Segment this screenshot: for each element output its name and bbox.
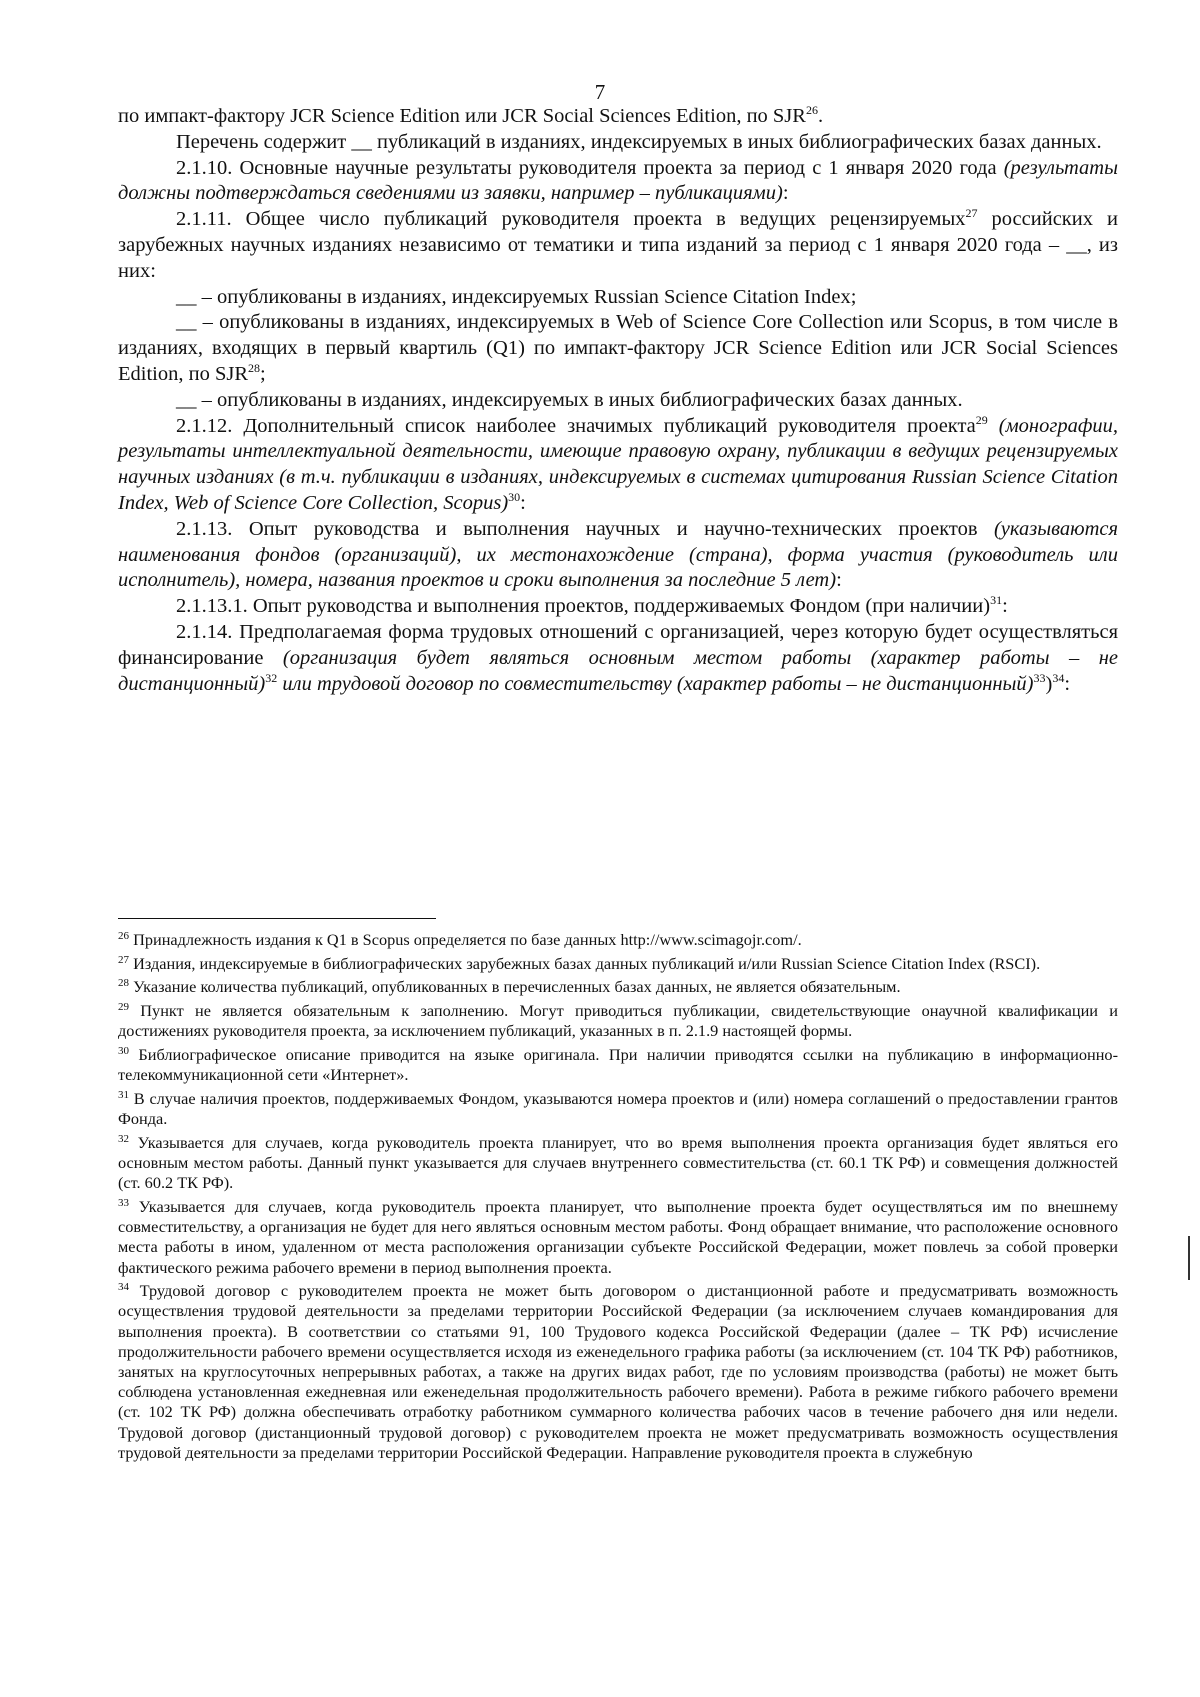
footnote: $^{33}$ Указывается для случаев, когда руководитель проекта планирует, что выполнение проекта будет осуществляться им по внешнему совместительству, а организация не будет для него являться основным местом работы. Фонд обращает внимание, что расположение основного места работы в ином, удаленном от места расположения организации субъекте Российской Федерации, может повлечь за собой проверки фактического режима рабочего времени в период выполнения проекта. (118, 1196, 1118, 1277)
footnote: $^{26}$ Принадлежность издания к Q1 в Scopus определяется по базе данных http://www.scimagojr.com/. (118, 930, 802, 949)
footnote-number: 34 (118, 1281, 129, 1294)
footnote-number: 26 (118, 930, 129, 942)
footnote: $^{32}$ Указывается для случаев, когда руководитель проекта планирует, что во время выполнения проекта организация будет являться его основным местом работы. Данный пункт указывается для случаев внутреннего совместительства (ст. 60.1 ТК РФ) и совмещения должностей (ст. 60.2 ТК РФ). (118, 1132, 1118, 1193)
paragraph-other-databases: Перечень содержит __ публикаций в изданиях, индексируемых в иных библиографических базах данных. (176, 130, 1102, 153)
footnote-ref-28: 28 (248, 360, 261, 375)
footnote-ref-34: 34 (1052, 670, 1065, 685)
footnote-ref-27: 27 (965, 206, 978, 221)
footnote-number: 32 (118, 1132, 129, 1145)
footnote-ref-29: 29 (975, 412, 988, 427)
section-2-1-14: 2.1.14. Предполагаемая форма трудовых отношений с организацией, через которую будет осуществляться финансирование (организация будет являться основным местом работы (характер работы – не дистанционный)$^{32}$ или трудовой договор по совместительству (характер работы – не дистанционный)$^{33}$)$^{34}$: (118, 620, 1118, 695)
footnote: $^{31}$ В случае наличия проектов, поддерживаемых Фондом, указываются номера проектов и (или) номера соглашений о предоставлении грантов Фонда. (118, 1088, 1118, 1129)
footnote-ref-26: 26 (805, 103, 818, 117)
footnote: $^{29}$ Пункт не является обязательным к заполнению. Могут приводиться публикации, свидетельствующие онаучной квалификации и достижениях руководителя проекта, за исключением публикаций, указанных в п. 2.1.9 настоящей формы. (118, 1001, 1118, 1041)
footnote-number: 31 (118, 1088, 129, 1101)
footnote-number: 27 (118, 953, 129, 966)
item-other-databases: __ – опубликованы в изданиях, индексируемых в иных библиографических базах данных. (176, 388, 963, 411)
footnote: $^{34}$ Трудовой договор с руководителем проекта не может быть договором о дистанционной работе и предусматривать возможность осуществления трудовой деятельности за пределами территории Российской Федерации (за исключением случаев командирования для выполнения проекта). В соответствии со статьями 91, 100 Трудового кодекса Российской Федерации (далее – ТК РФ) исчисление продолжительности рабочего времени осуществляется исходя из еженедельного графика работы (за исключением (ст. 104 ТК РФ) работников, занятых на круглосуточных непрерывных работах, а также на других видах работ, где по условиям производства (работы) не может быть соблюдена установленная ежедневная или еженедельная продолжительность рабочего времени). Работа в режиме гибкого рабочего времени (ст. 102 ТК РФ) должна обеспечивать отработку работником суммарного количества рабочих часов в течение рабочего дня или недели. Трудовой договор (дистанционный трудовой договор) с руководителем проекта не может предусматривать возможность осуществления трудовой деятельности за пределами территории Российской Федерации. Направление руководителя проекта в служебную (118, 1281, 1119, 1462)
footnote-ref-31: 31 (990, 593, 1003, 608)
paragraph-sjr-continuation: по импакт-фактору JCR Science Edition или JCR Social Sciences Edition, по SJR$^{26}$. (118, 103, 824, 127)
footnote: $^{28}$ Указание количества публикаций, опубликованных в перечисленных базах данных, не является обязательным. (118, 977, 901, 997)
section-2-1-13: 2.1.13. Опыт руководства и выполнения научных и научно-технических проектов (указываются наименования фондов (организаций), их местонахождение (страна), форма участия (руководитель или исполнитель), номера, названия проектов и сроки выполнения за последние 5 лет): (118, 517, 1119, 592)
scan-edge-mark (1188, 1236, 1190, 1280)
footnote-separator (118, 918, 436, 919)
footnote-number: 28 (118, 977, 129, 990)
footnote-ref-33: 33 (1033, 670, 1046, 685)
footnote-number: 33 (118, 1196, 129, 1209)
footnote: $^{30}$ Библиографическое описание приводится на языке оригинала. При наличии приводятся ссылки на публикацию в информационно-телекоммуникационной сети «Интернет». (118, 1045, 1118, 1085)
footnote-number: 29 (118, 1001, 129, 1014)
item-rsci: __ – опубликованы в изданиях, индексируемых Russian Science Citation Index; (176, 285, 857, 308)
main-text (118, 104, 1118, 697)
page-number: 7 (594, 80, 606, 104)
footnote-ref-30: 30 (508, 489, 521, 504)
item-wos-scopus: __ – опубликованы в изданиях, индексируемых в Web of Science Core Collection или Scopus, в том числе в изданиях, входящих в первый квартиль (Q1) по импакт-фактору JCR Science Edition или JCR Social Sciences Edition, по SJR$^{28}$; (118, 311, 1118, 385)
footnote: $^{27}$ Издания, индексируемые в библиографических зарубежных базах данных публикаций и/или Russian Science Citation Index (RSCI). (118, 953, 1041, 973)
section-2-1-10: 2.1.10. Основные научные результаты руководителя проекта за период с 1 января 2020 года (результаты должны подтверждаться сведениями из заявки, например – публикациями): (118, 156, 1118, 205)
section-2-1-12: 2.1.12. Дополнительный список наиболее значимых публикаций руководителя проекта$^{29}$ (монографии, результаты интеллектуальной деятельности, имеющие правовую охрану, публикации в ведущих рецензируемых научных изданиях (в т.ч. публикации в изданиях, индексируемых в системах цитирования Russian Science Citation Index, Web of Science Core Collection, Scopus)$^{30}$: (118, 412, 1119, 514)
footnote-ref-32: 32 (265, 670, 278, 685)
section-2-1-11: 2.1.11. Общее число публикаций руководителя проекта в ведущих рецензируемых$^{27}$ российских и зарубежных научных изданиях независимо от тематики и типа изданий за период с 1 января 2020 года – __, из них: (118, 206, 1118, 282)
footnote-number: 30 (118, 1045, 129, 1058)
section-2-1-13-1: 2.1.13.1. Опыт руководства и выполнения проектов, поддерживаемых Фондом (при наличии)$^{31}$: (176, 593, 1008, 618)
footnotes (118, 930, 1118, 1467)
